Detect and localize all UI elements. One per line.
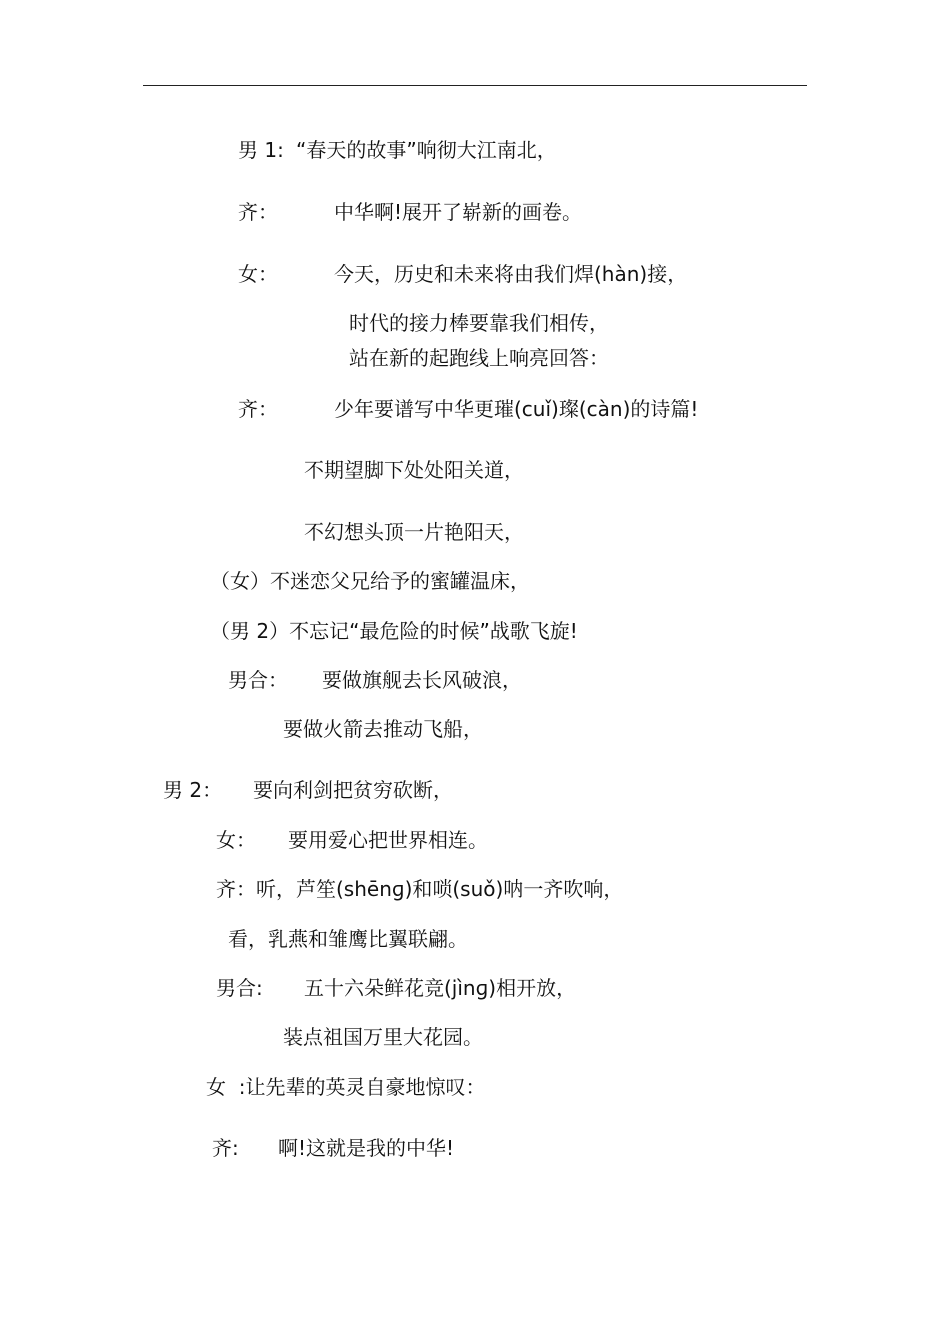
line-text: 要向利剑把贫穷砍断，: [253, 778, 453, 802]
line-text: （女）不迷恋父兄给予的蜜罐温床，: [210, 569, 530, 593]
line-text: 站在新的起跑线上响亮回答：: [349, 346, 609, 370]
line-text: 齐：听，芦笙(shēnɡ)和唢(suǒ)呐一齐吹响，: [216, 877, 624, 901]
speaker-label: 男合：: [228, 668, 288, 692]
line-text: 啊!这就是我的中华!: [278, 1136, 455, 1160]
script-line: [210, 569, 530, 593]
script-line: [216, 877, 623, 901]
line-text: 要做旗舰去长风破浪，: [322, 668, 522, 692]
line-text: 不幻想头顶一片艳阳天，: [304, 520, 524, 544]
speaker-label: 齐:: [212, 1136, 239, 1160]
speaker-label: 男 1:: [238, 138, 284, 162]
script-line: [210, 619, 578, 643]
line-text: 时代的接力棒要靠我们相传，: [349, 311, 609, 335]
line-text: 看，乳燕和雏鹰比翼联翩。: [228, 927, 468, 951]
line-text: 今天，历史和未来将由我们焊(hàn)接，: [334, 262, 688, 286]
line-text: （男 2）不忘记“最危险的时候”战歌飞旋!: [210, 619, 578, 643]
speaker-label: 男 2：: [163, 778, 223, 802]
line-text: “春天的故事”响彻大江南北，: [296, 138, 557, 162]
script-line: [304, 458, 524, 482]
line-text: 要用爱心把世界相连。: [288, 828, 488, 852]
line-text: 少年要谱写中华更璀(cuǐ)璨(càn)的诗篇!: [334, 397, 699, 421]
line-text: 中华啊!展开了崭新的画卷。: [334, 200, 583, 224]
script-line: [349, 346, 609, 370]
script-line: [283, 717, 483, 741]
script-line: [283, 1025, 483, 1049]
speaker-label: 女：: [238, 262, 278, 286]
script-line: [304, 520, 524, 544]
line-text: 要做火箭去推动飞船，: [283, 717, 483, 741]
line-text: 装点祖国万里大花园。: [283, 1025, 483, 1049]
speaker-label: 齐：: [238, 397, 278, 421]
line-text: 五十六朵鲜花竞(jìnɡ)相开放，: [304, 976, 577, 1000]
header-rule: [143, 85, 807, 86]
line-text: 不期望脚下处处阳关道，: [304, 458, 524, 482]
script-line: [228, 927, 468, 951]
script-line: [349, 311, 609, 335]
script-line: [206, 1075, 485, 1099]
speaker-label: 男合:: [216, 976, 263, 1000]
speaker-label: 女：: [216, 828, 256, 852]
speaker-label: 齐：: [238, 200, 278, 224]
line-text: 女 :让先辈的英灵自豪地惊叹：: [206, 1075, 486, 1099]
